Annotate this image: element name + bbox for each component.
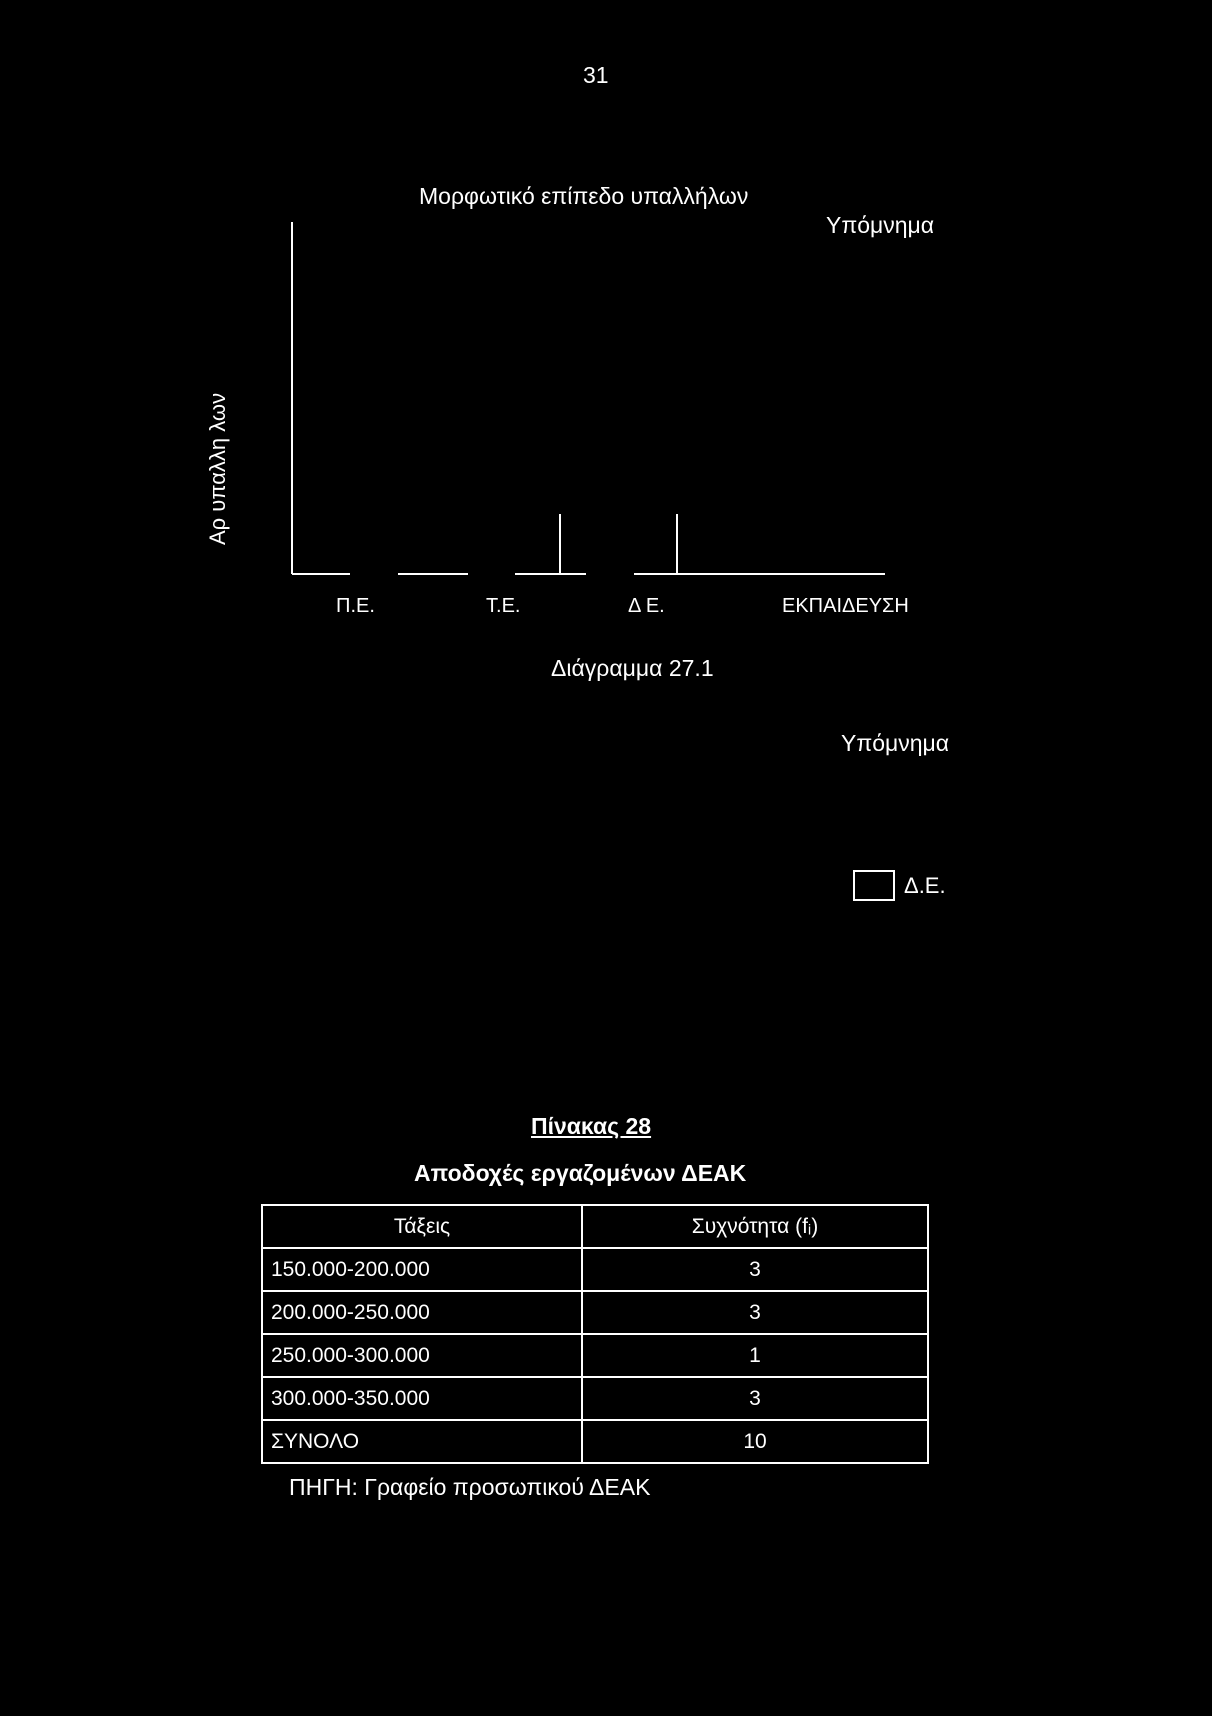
legend-heading: Υπόμνημα <box>841 730 950 756</box>
cell-total-label: ΣΥΝΟΛΟ <box>262 1420 582 1463</box>
x-tick-pe: Π.Ε. <box>336 595 375 617</box>
bar-chart <box>0 0 1212 640</box>
table-source: ΠΗΓΗ: Γραφείο προσωπικού ΔΕΑΚ <box>289 1474 651 1500</box>
cell-frequency: 3 <box>582 1377 928 1420</box>
cell-frequency: 3 <box>582 1291 928 1334</box>
table-row <box>262 1377 928 1420</box>
legend-label-de: Δ.Ε. <box>904 873 946 898</box>
chart-caption: Διάγραμμα 27.1 <box>551 655 714 681</box>
cell-class: 150.000-200.000 <box>262 1248 582 1291</box>
x-tick-te: Τ.Ε. <box>486 595 521 617</box>
chart-legend-heading: Υπόμνημα <box>826 212 935 238</box>
table-row <box>262 1248 928 1291</box>
cell-frequency: 1 <box>582 1334 928 1377</box>
header-frequency: Συχνότητα (fᵢ) <box>582 1205 928 1248</box>
legend-swatch <box>853 870 895 901</box>
data-table <box>261 1204 929 1464</box>
table-total-row <box>262 1420 928 1463</box>
chart-y-axis-label: Αρ υπαλλη λων <box>205 392 230 545</box>
header-classes: Τάξεις <box>262 1205 582 1248</box>
x-axis-title: ΕΚΠΑΙΔΕΥΣΗ <box>782 595 909 617</box>
cell-class: 200.000-250.000 <box>262 1291 582 1334</box>
table-row <box>262 1334 928 1377</box>
page-number: 31 <box>583 62 609 88</box>
cell-total-value: 10 <box>582 1420 928 1463</box>
cell-frequency: 3 <box>582 1248 928 1291</box>
table-row <box>262 1291 928 1334</box>
table-header-row <box>262 1205 928 1248</box>
cell-class: 250.000-300.000 <box>262 1334 582 1377</box>
table-subtitle: Αποδοχές εργαζομένων ΔΕΑΚ <box>414 1160 747 1186</box>
chart-title: Μορφωτικό επίπεδο υπαλλήλων <box>419 183 749 209</box>
x-tick-de: Δ Ε. <box>628 595 665 617</box>
table-title: Πίνακας 28 <box>531 1113 652 1139</box>
cell-class: 300.000-350.000 <box>262 1377 582 1420</box>
